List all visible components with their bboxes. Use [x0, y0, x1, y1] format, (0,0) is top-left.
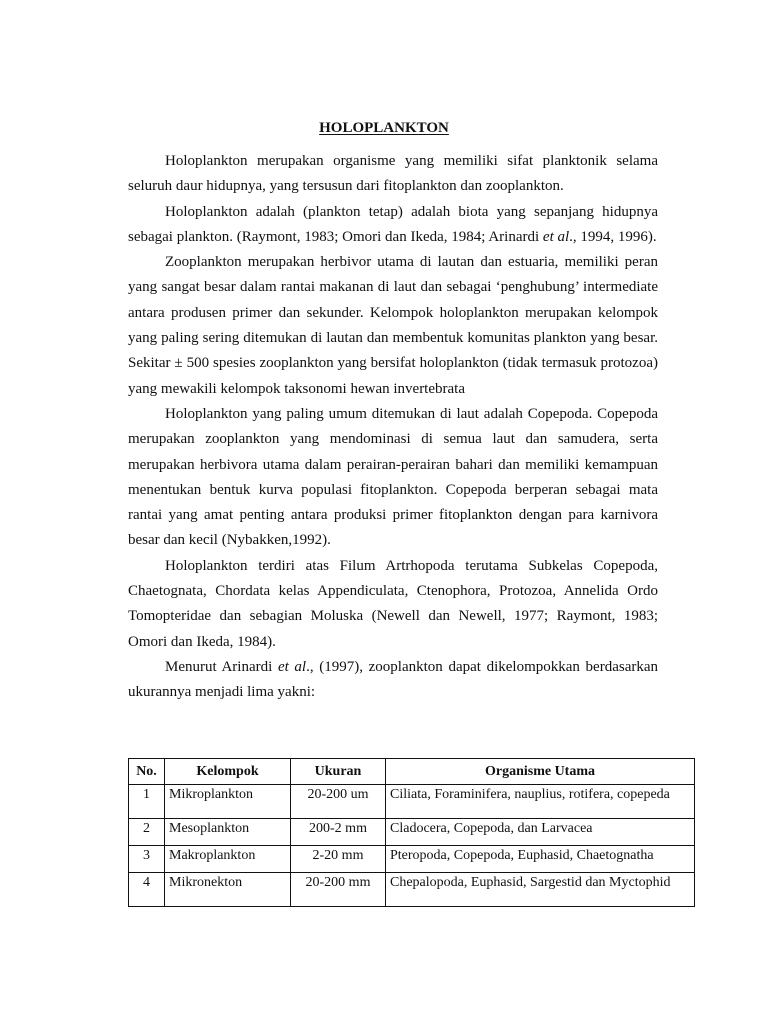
- cell-organisme: Pteropoda, Copepoda, Euphasid, Chaetognatha: [386, 846, 695, 873]
- paragraph-5: Holoplankton terdiri atas Filum Artrhopoda terutama Subkelas Copepoda, Chaetognata, Chordata kelas Appendiculata, Ctenophora, Protozoa, Annelida Ordo Tomopteridae dan sebagian Moluska (Newell dan Newell, 1977; Raymont, 1983; Omori dan Ikeda, 1984).: [128, 557, 658, 650]
- paragraph-6: [128, 655, 658, 706]
- paragraph-2-text-before: Holoplankton adalah (plankton tetap) adalah biota yang sepanjang hidupnya sebagai plankton. (Raymont, 1983; Omori dan Ikeda, 1984; Arinardi: [128, 203, 658, 245]
- cell-no: 2: [129, 819, 165, 846]
- table-row: [129, 873, 695, 907]
- cell-no: 3: [129, 846, 165, 873]
- header-no: No.: [129, 759, 165, 785]
- cell-kelompok: Makroplankton: [165, 846, 291, 873]
- plankton-size-table: [128, 758, 695, 907]
- table-row: [129, 846, 695, 873]
- paragraph-6-text-after: ., (1997), zooplankton dapat dikelompokkan berdasarkan ukurannya menjadi lima yakni:: [128, 658, 659, 701]
- cell-organisme: Ciliata, Foraminifera, nauplius, rotifera, copepeda: [386, 785, 695, 819]
- cell-ukuran: 2-20 mm: [291, 846, 386, 873]
- body-text: [128, 149, 658, 706]
- cell-organisme: Chepalopoda, Euphasid, Sargestid dan Myctophid: [386, 873, 695, 907]
- paragraph-2-italic: et al: [542, 228, 570, 245]
- cell-ukuran: 20-200 mm: [291, 873, 386, 907]
- cell-no: 1: [129, 785, 165, 819]
- cell-ukuran: 200-2 mm: [291, 819, 386, 846]
- cell-ukuran: 20-200 um: [291, 785, 386, 819]
- paragraph-1: Holoplankton merupakan organisme yang memiliki sifat planktonik selama seluruh daur hidupnya, yang tersusun dari fitoplankton dan zooplankton.: [128, 153, 658, 195]
- paragraph-4: Holoplankton yang paling umum ditemukan di laut adalah Copepoda. Copepoda merupakan zooplankton yang mendominasi di semua laut dan samudera, serta merupakan herbivora utama dalam perairan-perairan bahari dan memiliki kemampuan menentukan bentuk kurva populasi fitoplankton. Copepoda berperan sebagai mata rantai yang amat penting antara produksi primer fitoplankton dengan para karnivora besar dan kecil (Nybakken,1992).: [128, 405, 658, 549]
- header-kelompok: Kelompok: [165, 759, 291, 785]
- table-row: [129, 785, 695, 819]
- header-ukuran: Ukuran: [291, 759, 386, 785]
- table-header-row: [129, 759, 695, 785]
- paragraph-6-text-before: Menurut Arinardi: [165, 658, 278, 675]
- paragraph-6-italic: et al: [277, 658, 307, 675]
- table-row: [129, 819, 695, 846]
- cell-kelompok: Mikronekton: [165, 873, 291, 907]
- cell-no: 4: [129, 873, 165, 907]
- paragraph-3: Zooplankton merupakan herbivor utama di lautan dan estuaria, memiliki peran yang sangat besar dalam rantai makanan di laut dan sebagai ‘penghubung’ intermediate antara produsen primer dan sekunder. Kelompok holoplankton merupakan kelompok yang paling sering ditemukan di lautan dan membentuk komunitas plankton yang besar. Sekitar ± 500 spesies zooplankton yang bersifat holoplankton (tidak termasuk protozoa) yang mewakili kelompok taksonomi hewan invertebrata: [128, 254, 658, 397]
- cell-kelompok: Mesoplankton: [165, 819, 291, 846]
- page-title: HOLOPLANKTON: [319, 120, 449, 136]
- paragraph-2-text-after: ., 1994, 1996).: [569, 228, 657, 245]
- header-organisme: Organisme Utama: [386, 759, 695, 785]
- cell-kelompok: Mikroplankton: [165, 785, 291, 819]
- paragraph-2: [128, 200, 658, 251]
- cell-organisme: Cladocera, Copepoda, dan Larvacea: [386, 819, 695, 846]
